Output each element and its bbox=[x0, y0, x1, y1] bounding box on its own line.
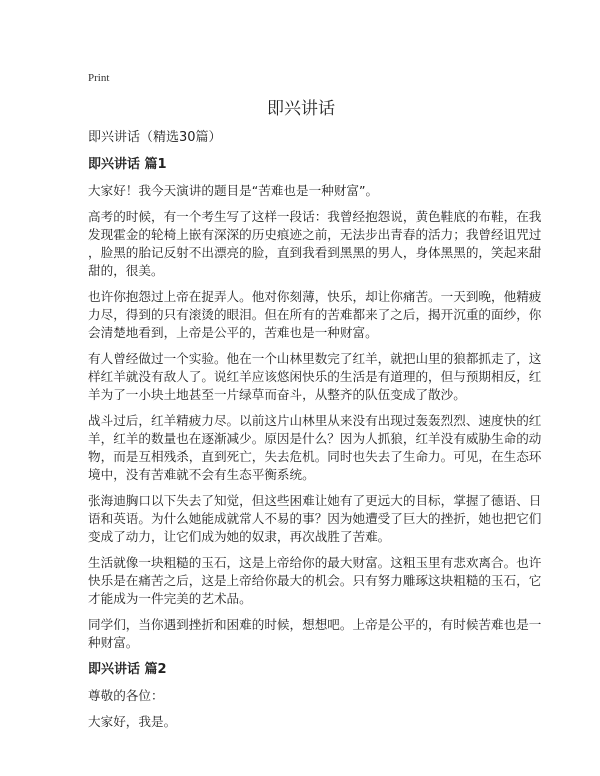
paragraph bbox=[88, 713, 514, 731]
paragraph-line: 大家好，我是。 bbox=[88, 714, 177, 729]
document-subtitle: 即兴讲话（精选30篇） bbox=[88, 130, 222, 145]
paragraph bbox=[88, 182, 514, 200]
paragraph-line: 大家好！我今天演讲的题目是“苦难也是一种财富”。 bbox=[88, 183, 379, 198]
document-title: 即兴讲话 bbox=[267, 99, 335, 119]
paragraph-line: 也许你抱怨过上帝在捉弄人。他对你刻薄，快乐，却让你痛苦。一天到晚，他精疲 bbox=[88, 289, 542, 304]
paragraph-line: 生活就像一块粗糙的玉石，这是上帝给你的最大财富。这粗玉里有悲欢离合。也许 bbox=[88, 555, 542, 570]
paragraph-line: 力尽，得到的只有滚烫的眼泪。但在所有的苦难都来了之后，揭开沉重的面纱，你 bbox=[88, 307, 542, 322]
paragraph-line: 张海迪胸口以下失去了知觉，但这些困难让她有了更远大的目标，掌握了德语、日 bbox=[88, 493, 542, 508]
document-page bbox=[88, 70, 542, 731]
paragraph-line: 才能成为一件完美的艺术品。 bbox=[88, 591, 252, 606]
paragraph-line: 语和英语。为什么她能成就常人不易的事？因为她遭受了巨大的挫折，她也把它们 bbox=[88, 511, 542, 526]
paragraph-line: 同学们，当你遇到挫折和困难的时候，想想吧。上帝是公平的，有时候苦难也是一 bbox=[88, 617, 542, 632]
paragraph-line: ，脸黑的胎记反射不出漂亮的脸，直到我看到黑黑的男人，身体黑黑的，笑起来甜 bbox=[88, 245, 542, 260]
paragraph-line: 物，而是互相残杀，直到死亡，失去危机。同时也失去了生命力。可见，在生态环 bbox=[88, 449, 542, 464]
section-heading: 即兴讲话 篇1 bbox=[88, 157, 167, 172]
paragraph-line: 战斗过后，红羊精疲力尽。以前这片山林里从来没有出现过轰轰烈烈、速度快的红 bbox=[88, 413, 542, 428]
paragraph bbox=[88, 350, 542, 404]
paragraph bbox=[88, 412, 542, 484]
paragraph-line: 有人曾经做过一个实验。他在一个山林里数完了红羊，就把山里的狼都抓走了，这 bbox=[88, 351, 542, 366]
paragraph bbox=[88, 288, 542, 342]
section-heading: 即兴讲话 篇2 bbox=[88, 662, 167, 677]
paragraph-line: 样红羊就没有敌人了。说红羊应该悠闲快乐的生活是有道理的，但与预期相反，红 bbox=[88, 369, 542, 384]
sections bbox=[88, 156, 542, 731]
paragraph-line: 会清楚地看到，上帝是公平的，苦难也是一种财富。 bbox=[88, 325, 378, 340]
print-label[interactable]: Print bbox=[88, 72, 110, 84]
paragraph bbox=[88, 492, 542, 546]
paragraph-line: 甜的，很美。 bbox=[88, 263, 164, 278]
paragraph bbox=[88, 554, 542, 608]
paragraph-line: 变成了动力，让它们成为她的奴隶，再次战胜了苦难。 bbox=[88, 529, 391, 544]
paragraph-line: 境中，没有苦难就不会有生态平衡系统。 bbox=[88, 467, 315, 482]
paragraph bbox=[88, 687, 514, 705]
paragraph-line: 快乐是在痛苦之后，这是上帝给你最大的机会。只有努力雕琢这块粗糙的玉石，它 bbox=[88, 573, 542, 588]
paragraph bbox=[88, 208, 542, 280]
paragraph-line: 羊为了一小块土地甚至一片绿草而奋斗，从整齐的队伍变成了散沙。 bbox=[88, 387, 466, 402]
paragraph-line: 发现霍金的轮椅上嵌有深深的历史痕迹之前，无法步出青春的活力；我曾经诅咒过 bbox=[88, 227, 542, 242]
paragraph-line: 尊敬的各位： bbox=[88, 688, 164, 703]
paragraph-line: 羊，红羊的数量也在逐渐减少。原因是什么？因为人抓狼，红羊没有威胁生命的动 bbox=[88, 431, 542, 446]
paragraph-line: 种财富。 bbox=[88, 635, 139, 650]
paragraph-line: 高考的时候，有一个考生写了这样一段话：我曾经抱怨说，黄色鞋底的布鞋，在我 bbox=[88, 209, 542, 224]
paragraph bbox=[88, 616, 542, 652]
